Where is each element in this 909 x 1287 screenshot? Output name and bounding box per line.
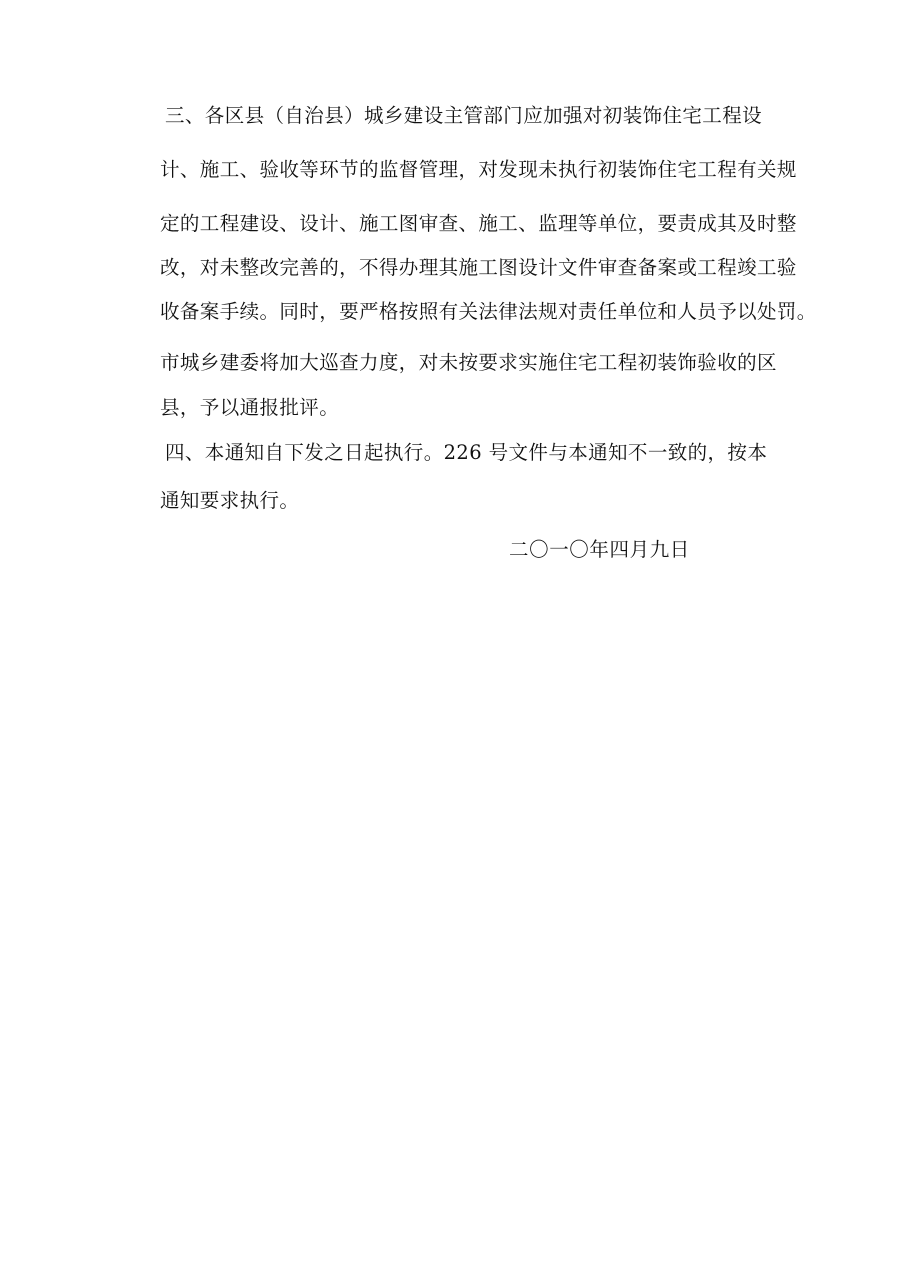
paragraph-3-line-3: 定的工程建设、设计、施工图审查、施工、监理等单位，要责成其及时整 (160, 212, 797, 235)
paragraph-3-line-7: 县，予以通报批评。 (160, 396, 340, 419)
paragraph-4-line-2: 通知要求执行。 (160, 489, 300, 512)
paragraph-3-line-1: 三、各区县（自治县）城乡建设主管部门应加强对初装饰住宅工程设 (165, 104, 763, 127)
paragraph-4-line-1: 四、本通知自下发之日起执行。226 号文件与本通知不一致的，按本 (165, 441, 768, 464)
paragraph-3-line-4: 改，对未整改完善的，不得办理其施工图设计文件审查备案或工程竣工验 (160, 256, 797, 279)
paragraph-3-line-2: 计、施工、验收等环节的监督管理，对发现未执行初装饰住宅工程有关规 (160, 158, 797, 181)
document-date: 二〇一〇年四月九日 (509, 538, 690, 561)
paragraph-3-line-6: 市城乡建委将加大巡查力度，对未按要求实施住宅工程初装饰验收的区 (160, 351, 777, 374)
paragraph-3-line-5: 收备案手续。同时，要严格按照有关法律法规对责任单位和人员予以处罚。 (160, 300, 817, 323)
